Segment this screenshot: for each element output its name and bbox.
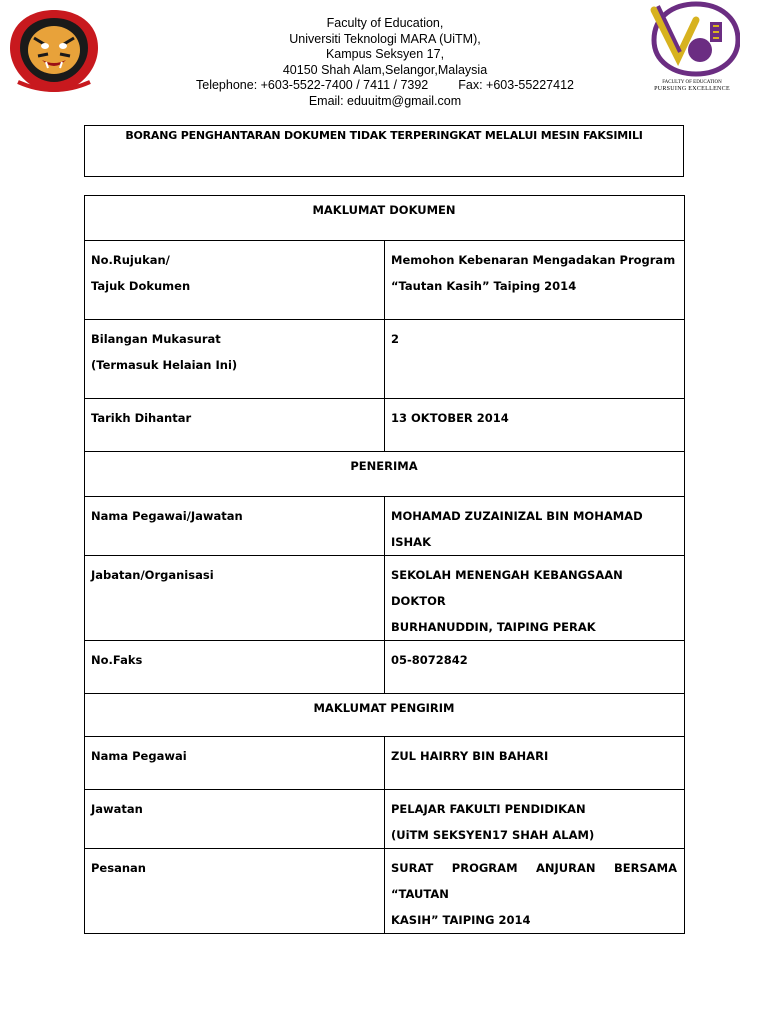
section-row [85,452,685,497]
pesanan-value-line: KASIH” TAIPING 2014 [391,913,531,927]
pesanan-label: Pesanan [85,849,385,934]
jawatan-label: Jawatan [85,790,385,849]
faks-label: No.Faks [85,641,385,694]
tarikh-label: Tarikh Dihantar [85,399,385,452]
table-row [85,241,685,320]
email-text: Email: eduuitm@gmail.com [308,93,462,108]
table-row [85,641,685,694]
table-row [85,737,685,790]
jawatan-value-line: (UiTM SEKSYEN17 SHAH ALAM) [391,828,595,842]
nama-pegawai-jawatan-label: Nama Pegawai/Jawatan [85,497,385,556]
table-row [85,497,685,556]
jawatan-value [385,790,685,849]
table-row [85,399,685,452]
rujukan-label-line: No.Rujukan/ [91,253,170,267]
mukasurat-value: 2 [385,320,685,399]
fax-text: Fax: +603-55227412 [458,78,574,92]
jawatan-value-line: PELAJAR FAKULTI PENDIDIKAN [391,802,586,816]
faculty-logo-text-2: PURSUING EXCELLENCE [654,86,730,92]
rujukan-value [385,241,685,320]
tiger-emblem-icon [4,8,104,94]
telephone-text: Telephone: +603-5522-7400 / 7411 / 7392 [196,78,429,92]
faculty-address-header [180,16,590,109]
section-maklumat-dokumen: MAKLUMAT DOKUMEN [85,196,685,241]
rujukan-value-line: Memohon Kebenaran Mengadakan Program [391,253,676,267]
mukasurat-label-line: Bilangan Mukasurat [91,332,221,346]
nama-pegawai-value: ZUL HAIRRY BIN BAHARI [385,737,685,790]
mukasurat-label [85,320,385,399]
faculty-logo-text-1: FACULTY OF EDUCATION [662,80,722,85]
pesanan-value [385,849,685,934]
pesanan-value-line: SURAT PROGRAM ANJURAN BERSAMA “TAUTAN [391,861,677,901]
rujukan-value-line: “Tautan Kasih” Taiping 2014 [391,279,577,293]
fax-form-table [84,195,685,934]
nama-pegawai-jawatan-value: MOHAMAD ZUZAINIZAL BIN MOHAMAD ISHAK [385,497,685,556]
nama-pegawai-label: Nama Pegawai [85,737,385,790]
table-row [85,849,685,934]
address-line: 40150 Shah Alam,Selangor,Malaysia [282,62,488,77]
section-maklumat-pengirim: MAKLUMAT PENGIRIM [85,694,685,737]
table-row [85,790,685,849]
jabatan-label: Jabatan/Organisasi [85,556,385,641]
address-line: Kampus Seksyen 17, [325,47,445,61]
faks-value: 05-8072842 [385,641,685,694]
rujukan-label [85,241,385,320]
jabatan-value [385,556,685,641]
table-row [85,556,685,641]
contact-line [180,78,590,94]
jabatan-value-line: SEKOLAH MENENGAH KEBANGSAAN DOKTOR [391,568,623,608]
faculty-logo-icon [644,0,740,92]
jabatan-value-line: BURHANUDDIN, TAIPING PERAK [391,620,596,634]
table-row [85,320,685,399]
tarikh-value: 13 OKTOBER 2014 [385,399,685,452]
address-line: Universiti Teknologi MARA (UiTM), [289,31,481,46]
tajuk-label-line: Tajuk Dokumen [91,279,191,293]
mukasurat-label-line: (Termasuk Helaian Ini) [91,358,238,372]
section-row [85,694,685,737]
section-penerima: PENERIMA [85,452,685,497]
section-row [85,196,685,241]
address-line: Faculty of Education, [326,16,444,30]
form-title: BORANG PENGHANTARAN DOKUMEN TIDAK TERPERINGKAT MELALUI MESIN FAKSIMILI [84,125,684,177]
